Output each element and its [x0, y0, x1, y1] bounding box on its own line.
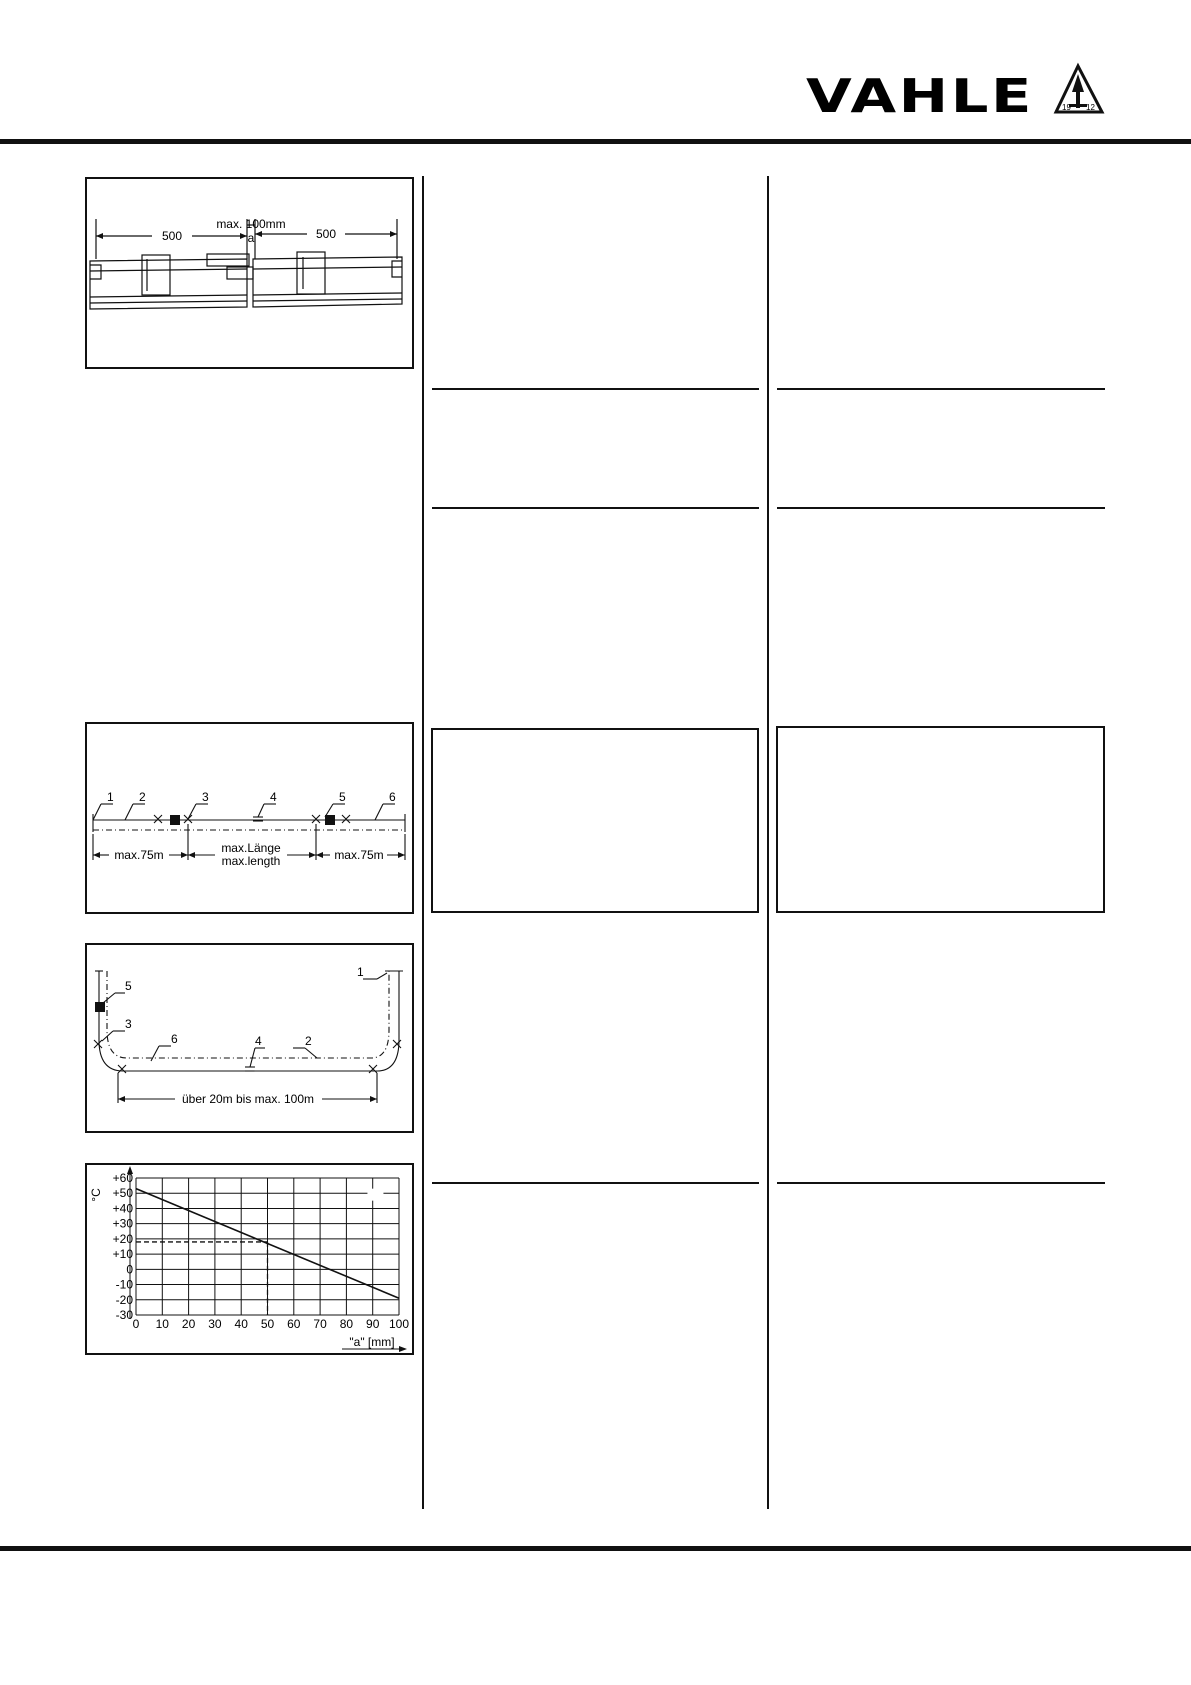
chart-y-tick-label: -10: [115, 1277, 133, 1292]
fig1-dim-left: 500: [161, 229, 183, 243]
note-box-right: [776, 726, 1105, 913]
fig2-label-1: 1: [107, 790, 114, 804]
section-rule-mid-1: [432, 388, 759, 390]
chart-x-tick-label: 80: [339, 1317, 354, 1331]
chart-x-tick-label: 70: [313, 1317, 327, 1331]
fig1-dim-top: max. 100mm: [216, 217, 286, 231]
fig2-label-5: 5: [339, 790, 346, 804]
chart-x-tick-label: 10: [155, 1317, 169, 1331]
chart-y-tick-label: +10: [112, 1247, 133, 1262]
fig3-label-1: 1: [357, 965, 364, 979]
note-box-mid: [431, 728, 759, 913]
fig2-dim-mid-de: max.Länge: [221, 841, 281, 855]
chart-y-tick-label: +20: [112, 1231, 133, 1246]
chart-y-tick-label: -30: [115, 1308, 133, 1322]
chart-x-tick-label: 0: [132, 1317, 140, 1331]
section-rule-mid-2: [432, 507, 759, 509]
fig3-label-2: 2: [305, 1034, 312, 1048]
logo-year-right: 12: [1086, 103, 1095, 112]
fig3-label-6: 6: [171, 1032, 178, 1046]
fig2-label-2: 2: [139, 790, 146, 804]
chart-y-tick-label: 0: [126, 1262, 133, 1277]
logo-year-left: 19: [1062, 103, 1071, 112]
section-rule-right-2: [777, 507, 1105, 509]
footer-rule: [0, 1546, 1191, 1551]
fig1-dim-right: 500: [315, 227, 337, 241]
chart-y-tick-label: +40: [112, 1201, 133, 1216]
fig1-label-a: a: [247, 231, 255, 245]
column-divider-1: [422, 176, 424, 1509]
column-divider-2: [767, 176, 769, 1509]
chart-legend-blank: [367, 1189, 383, 1201]
chart-x-tick-label: 30: [208, 1317, 222, 1331]
section-rule-right-1: [777, 388, 1105, 390]
chart-x-tick-label: 20: [181, 1317, 196, 1331]
logo-triangle-icon: [1056, 66, 1102, 112]
fig2-label-6: 6: [389, 790, 396, 804]
fig3-label-4: 4: [255, 1034, 262, 1048]
figure-straight-layout: [85, 722, 414, 914]
chart-ylabel: °C: [89, 1188, 103, 1202]
fig2-dim-right: max.75m: [334, 848, 384, 862]
chart-x-tick-label: 100: [388, 1317, 410, 1331]
figure-temperature-chart: [85, 1163, 414, 1355]
fig2-dim-mid-en: max.length: [221, 854, 281, 868]
chart-y-tick-label: +60: [112, 1171, 133, 1185]
chart-xlabel: "a" [mm]: [349, 1335, 395, 1349]
chart-x-tick-label: 40: [234, 1317, 248, 1331]
fig2-dim-left: max.75m: [114, 848, 164, 862]
temperature-chart-svg: [87, 1165, 412, 1353]
section-rule-mid-3: [432, 1182, 759, 1184]
chart-ticks: [113, 1171, 410, 1331]
figure-u-layout: [85, 943, 414, 1133]
figure-rail-joint: [85, 177, 414, 369]
fig2-label-4: 4: [270, 790, 277, 804]
chart-x-tick-label: 60: [287, 1317, 301, 1331]
logo-wordmark: VAHLE: [806, 69, 1034, 116]
chart-y-tick-label: +50: [112, 1186, 133, 1201]
fig2-label-3: 3: [202, 790, 209, 804]
chart-y-tick-label: +30: [112, 1216, 133, 1231]
chart-x-tick-label: 90: [366, 1317, 380, 1331]
fig3-label-3: 3: [125, 1017, 132, 1031]
chart-x-axis-arrow: [399, 1346, 407, 1352]
fig3-label-5: 5: [125, 979, 132, 993]
chart-y-tick-label: -20: [115, 1292, 133, 1307]
fig3-dim: über 20m bis max. 100m: [181, 1092, 315, 1106]
section-rule-right-3: [777, 1182, 1105, 1184]
vahle-logo: [806, 60, 1106, 116]
header-rule: [0, 139, 1191, 144]
chart-x-tick-label: 50: [260, 1317, 275, 1331]
